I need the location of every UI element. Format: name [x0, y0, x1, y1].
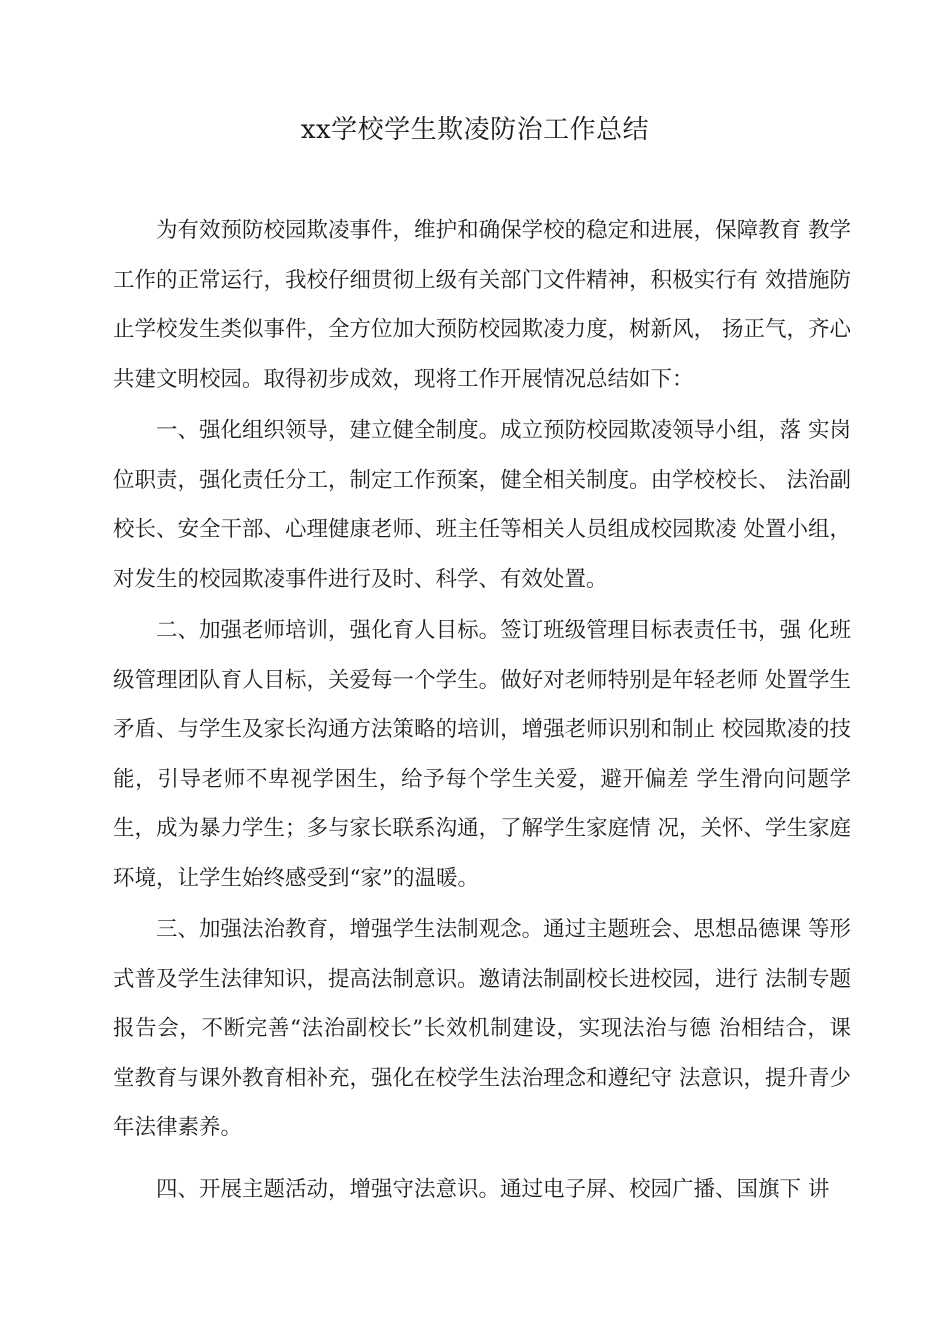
paragraph-section-4: 四、开展主题活动，增强守法意识。通过电子屏、校园广播、国旗下 讲: [156, 1176, 830, 1202]
paragraph-section-2: 二、加强老师培训，强化育人目标。签订班级管理目标表责任书，强 化班级管理团队育人目标，关爱每一个学生。做好对老师特别是年轻老师 处置学生矛盾、与学生及家长沟通方法策略的培训，增强老师识别和制止 校园欺凌的技能，引导老师不卑视学困生，给予每个学生关爱，避开偏差 学生滑向问题学生，成为暴力学生；多与家长联系沟通，了解学生家庭情 况，关怀、学生家庭环境，让学生始终感受到“家”的温暖。: [113, 618, 851, 891]
document-title: xx学校学生欺凌防治工作总结: [300, 115, 650, 145]
paragraph-section-3: 三、加强法治教育，增强学生法制观念。通过主题班会、思想品德课 等形式普及学生法律知识，提高法制意识。邀请法制副校长进校园，进行 法制专题报告会，不断完善“法治副校长”长效机制建设，实现法治与德 治相结合，课堂教育与课外教育相补充，强化在校学生法治理念和遵纪守 法意识，提升青少年法律素养。: [113, 917, 851, 1140]
document-body: [113, 206, 851, 1214]
paragraph-section-1: 一、强化组织领导，建立健全制度。成立预防校园欺凌领导小组，落 实岗位职责，强化责任分工，制定工作预案，健全相关制度。由学校校长、 法治副校长、安全干部、心理健康老师、班主任等相关人员组成校园欺凌 处置小组，对发生的校园欺凌事件进行及时、科学、有效处置。: [113, 418, 851, 592]
paragraph-intro: 为有效预防校园欺凌事件，维护和确保学校的稳定和进展，保障教育 教学工作的正常运行，我校仔细贯彻上级有关部门文件精神，积极实行有 效措施防止学校发生类似事件，全方位加大预防校园欺凌力度，树新风， 扬正气，齐心共建文明校园。取得初步成效，现将工作开展情况总结如下：: [113, 218, 851, 392]
